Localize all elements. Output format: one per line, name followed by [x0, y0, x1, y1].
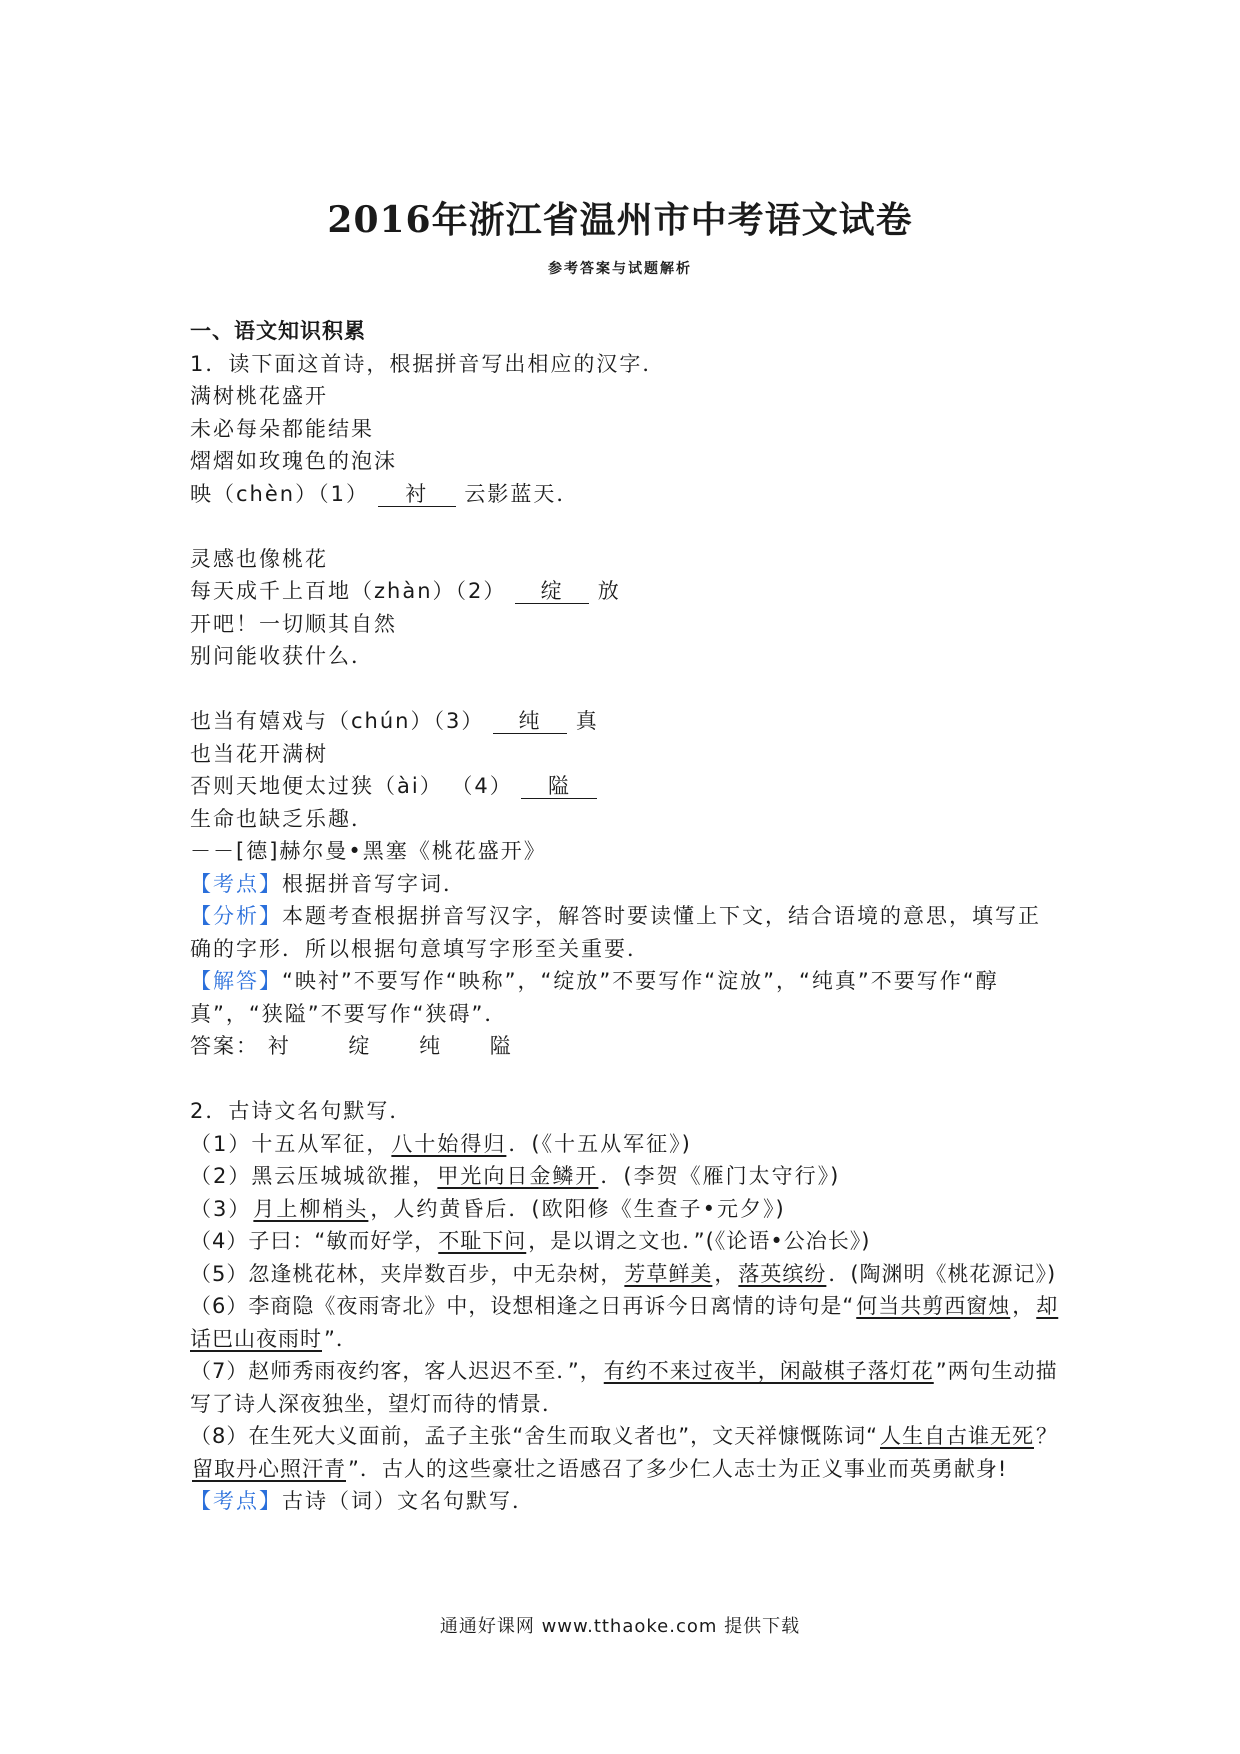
- item-text: ，: [1012, 1294, 1035, 1318]
- item-text: ．(陶渊明《桃花源记》): [828, 1261, 1057, 1286]
- poem-text: 真: [575, 709, 599, 733]
- item-text: （3）: [190, 1196, 252, 1221]
- jieda-tag: 【解答】: [190, 969, 282, 993]
- answer-blank: 隘: [521, 774, 597, 799]
- spacer: [190, 1063, 1060, 1096]
- answer-blank: 八十始得归: [391, 1131, 507, 1156]
- item-text: （5）忽逢桃花林，夹岸数百步，中无杂树，: [190, 1261, 623, 1286]
- answer-blank: 落英缤纷: [738, 1261, 827, 1286]
- section-heading: 一、语文知识积累: [190, 319, 366, 343]
- answer-blank: 何当共剪西窗烛: [856, 1294, 1011, 1318]
- q1-prompt: 1．读下面这首诗，根据拼音写出相应的汉字．: [190, 351, 666, 376]
- poem-text: 每天成千上百地（zhàn）（2）: [190, 579, 507, 603]
- item-text: （4）子曰：“敏而好学，: [190, 1229, 437, 1253]
- answer-blank: 甲光向日金鳞开: [437, 1164, 599, 1188]
- poem-line: 未必每朵都能结果: [190, 416, 374, 441]
- item-text: ”两句生动描写了诗人深夜独坐，望灯而待的情景．: [190, 1359, 1058, 1416]
- item-text: （2）黑云压城城欲摧，: [190, 1164, 436, 1188]
- item-text: ．(李贺《雁门太守行》): [600, 1164, 841, 1188]
- item-text: （1）十五从军征，: [190, 1131, 390, 1156]
- jieda-text: “映衬”不要写作“映称”，“绽放”不要写作“淀放”，“纯真”不要写作“醇真”，“狭隘”不要写作“狭碍”．: [190, 969, 999, 1026]
- answer-blank: 芳草鲜美: [624, 1261, 713, 1286]
- fenxi-tag: 【分析】: [190, 904, 282, 928]
- poem-line: [190, 478, 1060, 511]
- poem-line: [190, 575, 1060, 608]
- poem-text: 云影蓝天．: [464, 481, 580, 506]
- q2-item: [190, 1258, 1060, 1291]
- poem-line: 开吧！一切顺其自然: [190, 611, 397, 636]
- kaodian-text: 古诗（词）文名句默写．: [282, 1489, 535, 1513]
- answer-blank: 衬: [378, 482, 456, 507]
- spacer: [190, 510, 1060, 543]
- item-text: （7）赵师秀雨夜约客，客人迟迟不至．”，: [190, 1359, 602, 1383]
- kaodian-line: [190, 868, 1060, 901]
- kaodian-text: 根据拼音写字词．: [282, 871, 466, 896]
- q2-item: [190, 1128, 1060, 1161]
- answer-blank: 却话巴山夜雨时: [190, 1294, 1059, 1351]
- q2-item: [190, 1420, 1060, 1485]
- page-title: 2016年浙江省温州市中考语文试卷: [327, 199, 913, 241]
- poem-line: [190, 705, 1060, 738]
- attribution: －－[德]赫尔曼•黑塞《桃花盛开》: [190, 839, 547, 863]
- poem-text: 放: [597, 579, 621, 603]
- answer-blank: 纯: [493, 709, 567, 734]
- q2-item: [190, 1225, 1060, 1258]
- poem-line: 灵感也像桃花: [190, 546, 328, 571]
- item-text: （8）在生死大义面前，孟子主张“舍生而取义者也”，文天祥慷慨陈词“: [190, 1424, 878, 1448]
- q2-item: [190, 1193, 1060, 1226]
- answer-label: 答案：: [190, 1034, 259, 1058]
- poem-text: 也当有嬉戏与（chún）（3）: [190, 709, 485, 733]
- poem-line: [190, 770, 1060, 803]
- item-text: ．(《十五从军征》): [508, 1131, 692, 1156]
- kaodian-tag: 【考点】: [190, 1489, 282, 1513]
- q2-item: [190, 1290, 1060, 1355]
- item-text: ，人约黄昏后．(欧阳修《生查子•元夕》): [370, 1196, 786, 1221]
- q2-item: [190, 1355, 1060, 1420]
- item-text: （6）李商隐《夜雨寄北》中，设想相逢之日再诉今日离情的诗句是“: [190, 1294, 855, 1318]
- poem-text: 否则天地便太过狭（ài） （4）: [190, 774, 513, 798]
- poem-line: 熠熠如玫瑰色的泡沫: [190, 449, 397, 473]
- poem-line: 满树桃花盛开: [190, 384, 328, 408]
- jieda-paragraph: [190, 965, 1060, 1030]
- kaodian-line: [190, 1485, 1060, 1518]
- answer-char: 衬: [267, 1034, 291, 1058]
- fenxi-paragraph: [190, 900, 1060, 965]
- answer-blank: 月上柳梢头: [253, 1196, 369, 1221]
- kaodian-tag: 【考点】: [190, 871, 282, 896]
- page-footer: 通通好课网 www.tthaoke.com 提供下载: [439, 1616, 801, 1637]
- answer-line: [190, 1030, 1060, 1063]
- item-text: ，: [714, 1261, 737, 1286]
- poem-line: 生命也缺乏乐趣．: [190, 806, 374, 831]
- item-text: ？: [1036, 1424, 1058, 1448]
- q2-item: [190, 1160, 1060, 1193]
- answer-blank: 留取丹心照汗青: [192, 1456, 346, 1481]
- poem-line: 也当花开满树: [190, 741, 328, 766]
- answer-char: 绽: [348, 1034, 372, 1058]
- item-text: ，是以谓之文也．”(《论语•公冶长》): [528, 1229, 871, 1253]
- fenxi-text: 本题考查根据拼音写汉字，解答时要读懂上下文，结合语境的意思，填写正确的字形．所以根据句意填写字形至关重要．: [190, 904, 1041, 961]
- answer-char: 纯: [419, 1034, 443, 1058]
- spacer: [190, 673, 1060, 706]
- poem-line: 别问能收获什么．: [190, 644, 374, 668]
- q2-prompt: 2．古诗文名句默写．: [190, 1099, 413, 1123]
- item-text: ”．: [324, 1326, 358, 1351]
- answer-char: 隘: [489, 1034, 513, 1058]
- answer-blank: 不耻下问: [438, 1229, 527, 1253]
- document-body: [190, 315, 1060, 1518]
- poem-text: 映（chèn）（1）: [190, 481, 369, 506]
- item-text: ”．古人的这些豪壮之语感召了多少仁人志士为正义事业而英勇献身!: [348, 1456, 1008, 1481]
- answer-blank: 绽: [515, 579, 589, 604]
- answer-blank: 人生自古谁无死: [880, 1424, 1034, 1448]
- answer-blank: 有约不来过夜半，闲敲棋子落灯花: [603, 1359, 934, 1383]
- page-subtitle: 参考答案与试题解析: [548, 261, 692, 277]
